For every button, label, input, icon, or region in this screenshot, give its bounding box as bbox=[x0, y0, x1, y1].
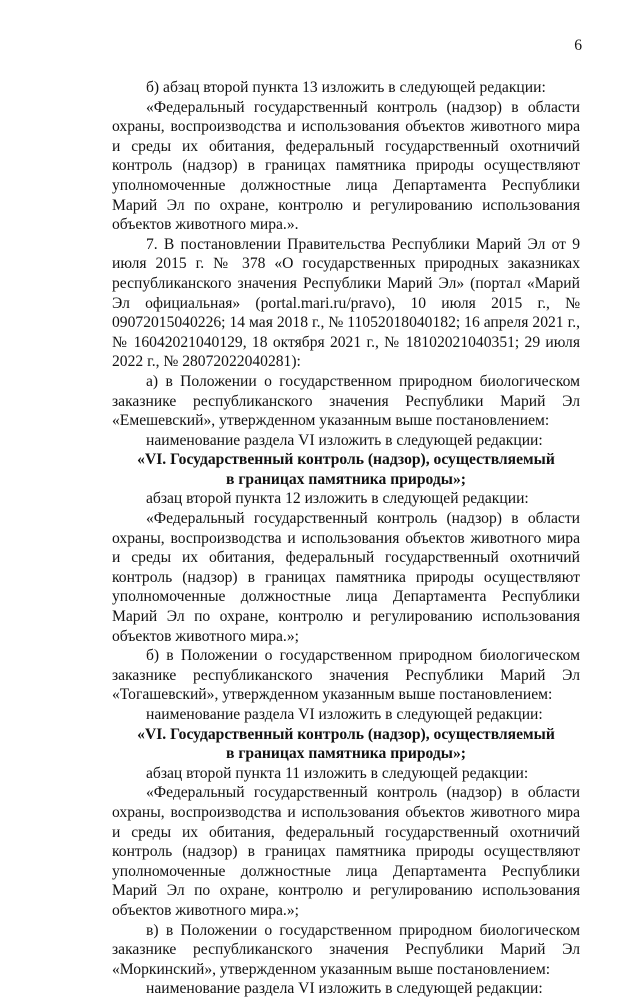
paragraph: абзац второй пункта 11 изложить в следующей редакции: bbox=[146, 764, 529, 782]
paragraph: абзац второй пункта 12 изложить в следующей редакции: bbox=[146, 490, 529, 508]
page-number: 6 bbox=[574, 37, 582, 54]
section-heading: «VI. Государственный контроль (надзор), осуществляемый bbox=[137, 451, 555, 469]
quoted-paragraph: «Федеральный государственный контроль (надзор) в области охраны, воспроизводства и использования объектов животного мира и среды их обитания, федеральный государственный охотничий контроль (надзор) в границах памятника природы осуществляют уполномоченные должностные лица Департамента Республики Марий Эл по охране, контролю и регулированию использования объектов животного мира.». bbox=[112, 98, 580, 234]
section-heading: «VI. Государственный контроль (надзор), осуществляемый bbox=[137, 725, 555, 743]
paragraph-item-7: 7. В постановлении Правительства Республики Марий Эл от 9 июля 2015 г. № 378 «О государственных природных заказниках республиканского значения Республики Марий Эл» (портал «Марий Эл официальная» (portal.mari.ru/pravo), 10 июля 2015 г., № 09072015040226; 14 мая 2018 г., № 11052018040182; 16 апреля 2021 г., № 16042021040129, 18 октября 2021 г., № 18102021040351; 29 июля 2022 г., № 28072022040281): bbox=[112, 235, 580, 371]
paragraph-sub-a: а) в Положении о государственном природном биологическом заказнике республиканского значения Республики Марий Эл «Емешевский», утвержденном указанным выше постановлением: bbox=[112, 372, 580, 430]
paragraph: наименование раздела VI изложить в следующей редакции: bbox=[146, 706, 543, 723]
paragraph-sub-c: в) в Положении о государственном природном биологическом заказнике республиканского значения Республики Марий Эл «Моркинский», утвержденном указанным выше постановлением: bbox=[112, 921, 580, 978]
paragraph-sub-b: б) в Положении о государственном природном биологическом заказнике республиканского значения Республики Марий Эл «Тогашевский», утвержденном указанным выше постановлением: bbox=[112, 647, 580, 704]
paragraph: наименование раздела VI изложить в следующей редакции: bbox=[146, 980, 543, 998]
quoted-paragraph: «Федеральный государственный контроль (надзор) в области охраны, воспроизводства и использования объектов животного мира и среды их обитания, федеральный государственный охотничий контроль (надзор) в границах памятника природы осуществляют уполномоченные должностные лица Департамента Республики Марий Эл по охране, контролю и регулированию использования объектов животного мира.»; bbox=[112, 784, 580, 919]
section-heading-line2: в границах памятника природы»; bbox=[226, 470, 466, 488]
section-heading-line2: в границах памятника природы»; bbox=[226, 745, 466, 763]
document-body bbox=[112, 78, 580, 999]
paragraph: наименование раздела VI изложить в следующей редакции: bbox=[146, 431, 543, 449]
quoted-paragraph: «Федеральный государственный контроль (надзор) в области охраны, воспроизводства и использования объектов животного мира и среды их обитания, федеральный государственный охотничий контроль (надзор) в границах памятника природы осуществляют уполномоченные должностные лица Департамента Республики Марий Эл по охране, контролю и регулированию использования объектов животного мира.»; bbox=[112, 510, 580, 645]
paragraph: б) абзац второй пункта 13 изложить в следующей редакции: bbox=[146, 79, 546, 96]
